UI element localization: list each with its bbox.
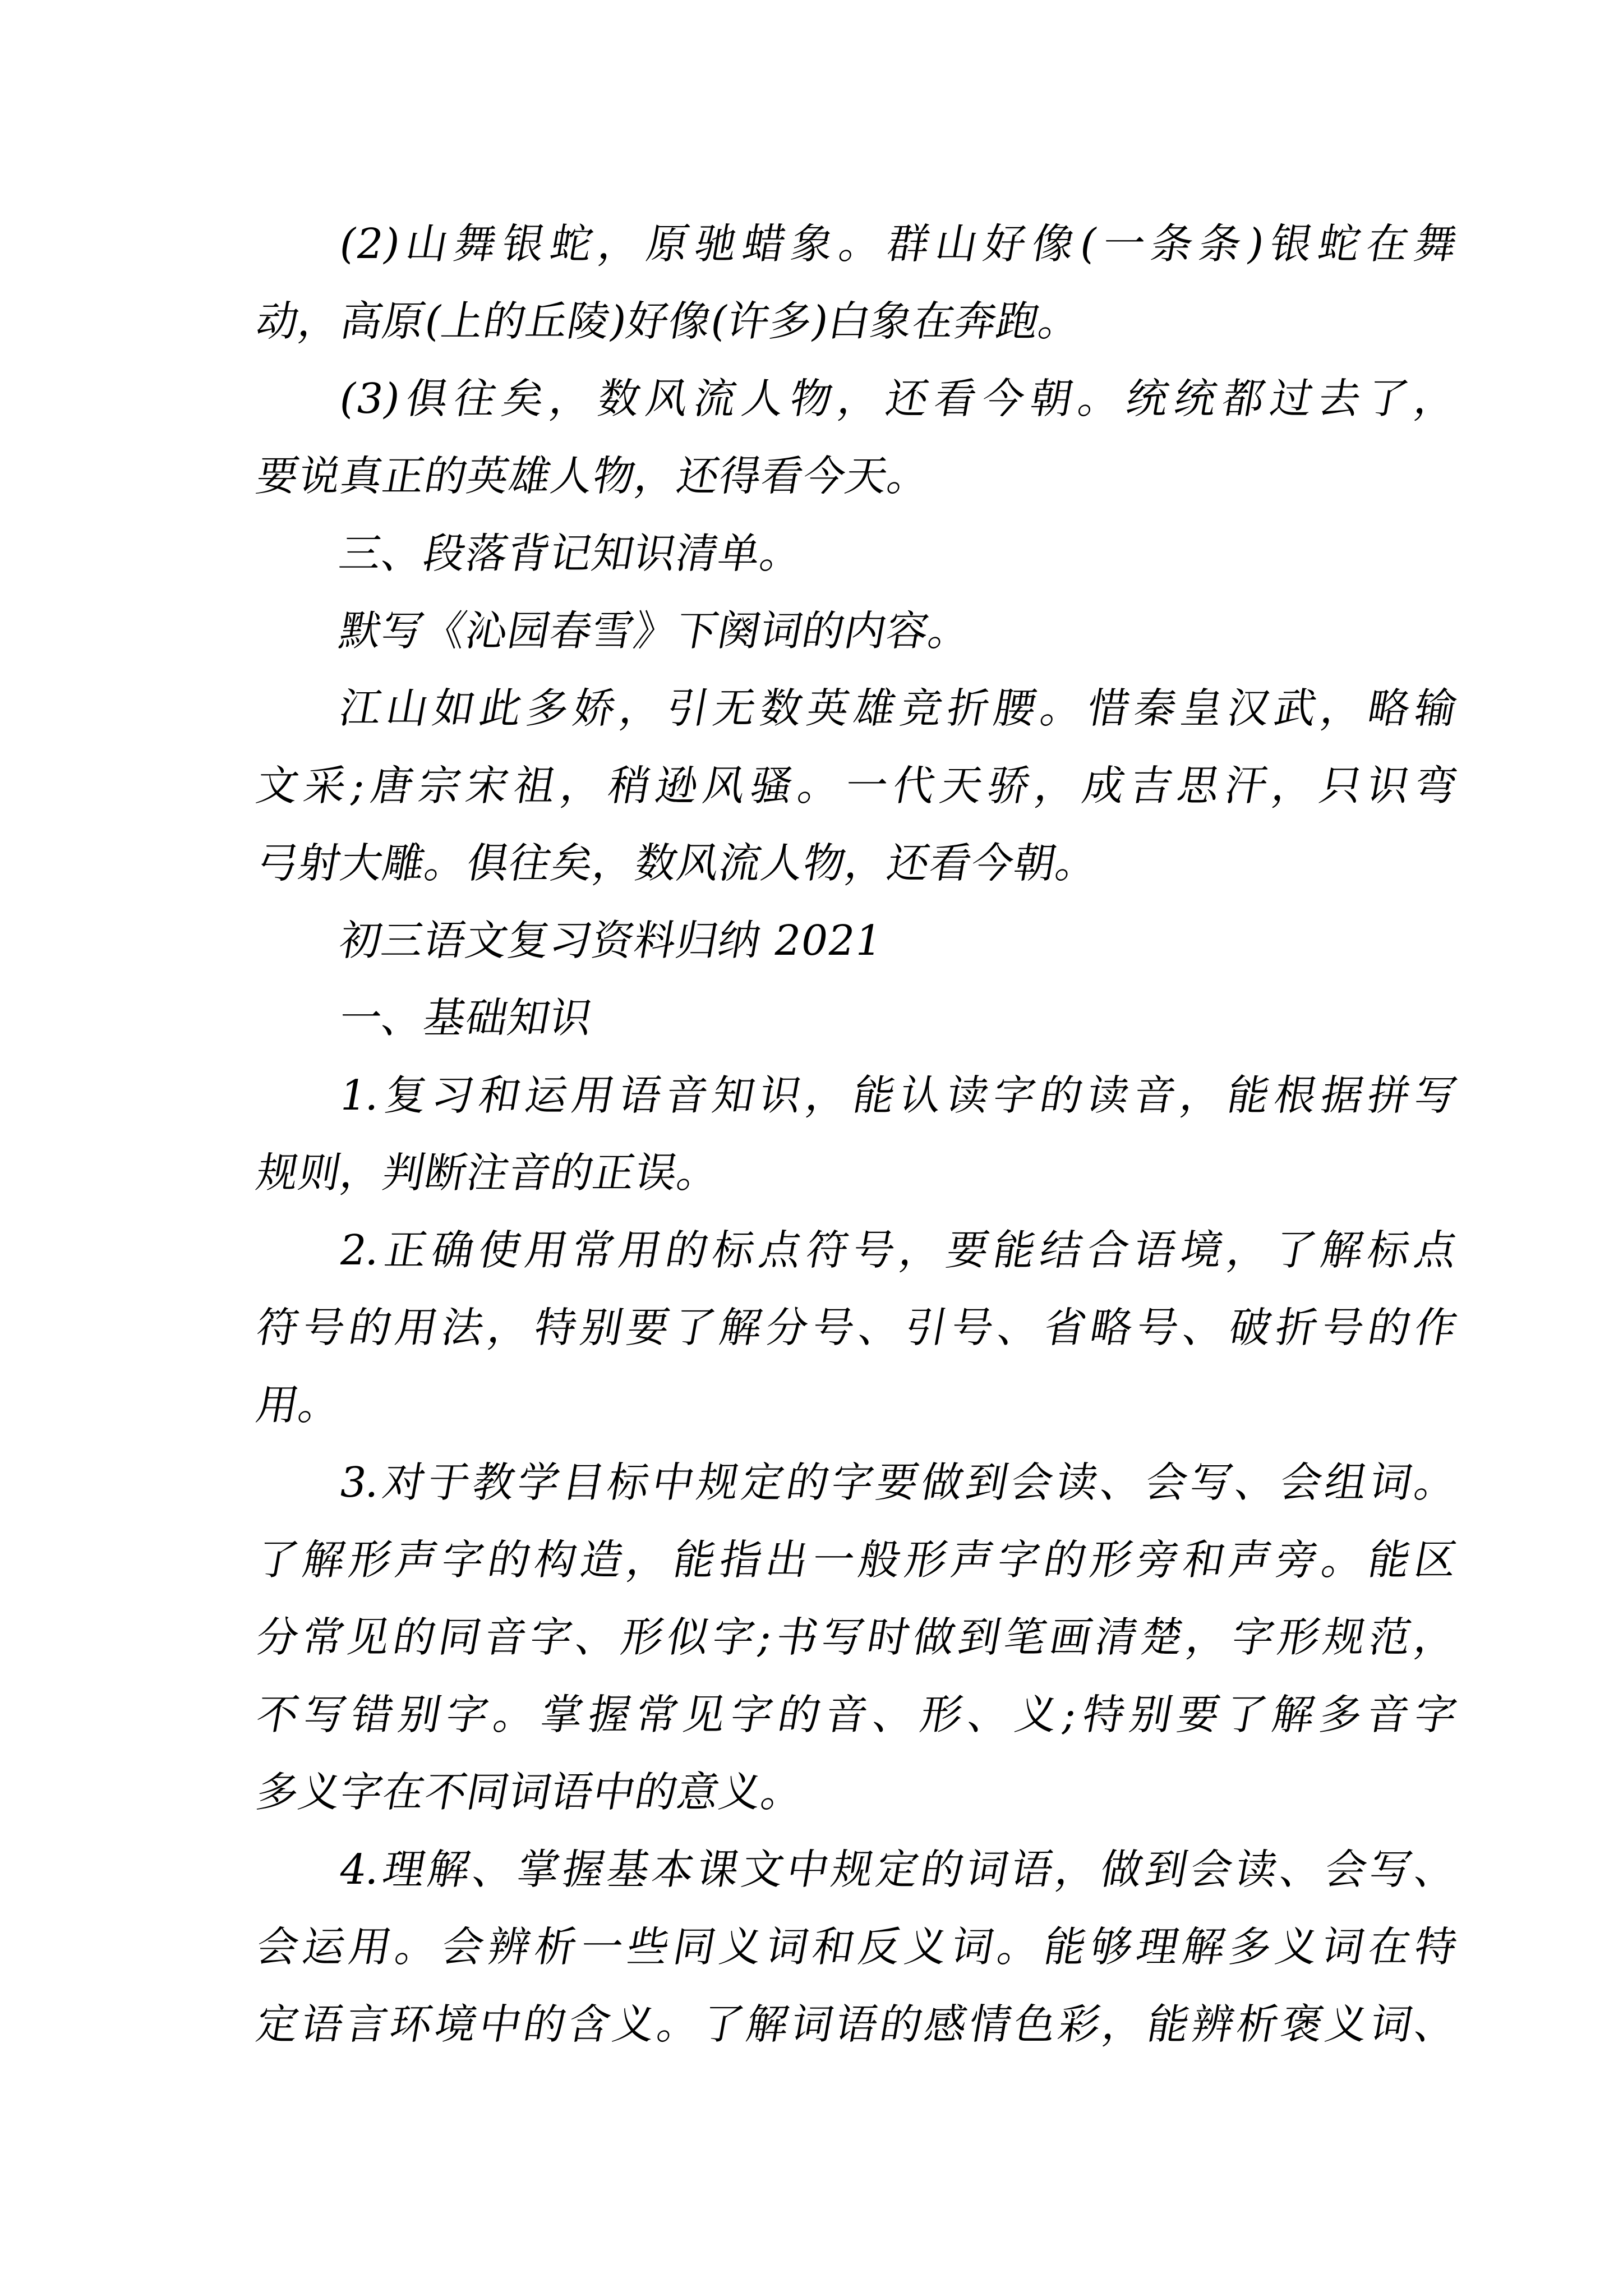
text-line: 一、基础知识 (335, 994, 597, 1042)
text-line: 规则，判断注音的正误。 (252, 1149, 724, 1197)
text-line: 分常见的同音字、形似字;书写时做到笔画清楚，字形规范， (252, 1613, 1461, 1662)
text-line: 三、段落背记知识清单。 (335, 530, 807, 578)
text-line: (3)俱往矣，数风流人物，还看今朝。统统都过去了， (335, 375, 1461, 423)
text-line: 3.对于教学目标中规定的字要做到会读、会写、会组词。 (335, 1458, 1461, 1507)
text-line: (2)山舞银蛇，原驰蜡象。群山好像(一条条)银蛇在舞 (335, 220, 1461, 268)
document-body (250, 205, 1461, 2063)
text-line: 要说真正的英雄人物，还得看今天。 (252, 452, 934, 500)
text-line: 会运用。会辨析一些同义词和反义词。能够理解多义词在特 (252, 1923, 1461, 1971)
text-line: 了解形声字的构造，能指出一般形声字的形旁和声旁。能区 (252, 1536, 1461, 1584)
text-line: 默写《沁园春雪》下阕词的内容。 (335, 607, 975, 655)
text-line: 符号的用法，特别要了解分号、引号、省略号、破折号的作 (252, 1304, 1461, 1352)
text-line: 不写错别字。掌握常见字的音、形、义;特别要了解多音字 (252, 1691, 1461, 1739)
text-line: 用。 (252, 1381, 345, 1429)
text-line: 多义字在不同词语中的意义。 (252, 1768, 808, 1816)
text-line: 初三语文复习资料归纳 2021 (335, 917, 887, 965)
text-line: 动，高原(上的丘陵)好像(许多)白象在奔跑。 (252, 297, 1086, 346)
text-line: 2.正确使用常用的标点符号，要能结合语境，了解标点 (335, 1226, 1461, 1274)
text-line: 文采;唐宗宋祖，稍逊风骚。一代天骄，成吉思汗，只识弯 (252, 762, 1461, 810)
text-line: 江山如此多娇，引无数英雄竞折腰。惜秦皇汉武，略输 (335, 684, 1461, 733)
text-line: 弓射大雕。俱往矣，数风流人物，还看今朝。 (252, 839, 1103, 887)
text-line: 4.理解、掌握基本课文中规定的词语，做到会读、会写、 (335, 1846, 1461, 1894)
text-line: 定语言环境中的含义。了解词语的感情色彩，能辨析褒义词、 (252, 2000, 1461, 2049)
text-line: 1.复习和运用语音知识，能认读字的读音，能根据拼写 (335, 1071, 1461, 1120)
